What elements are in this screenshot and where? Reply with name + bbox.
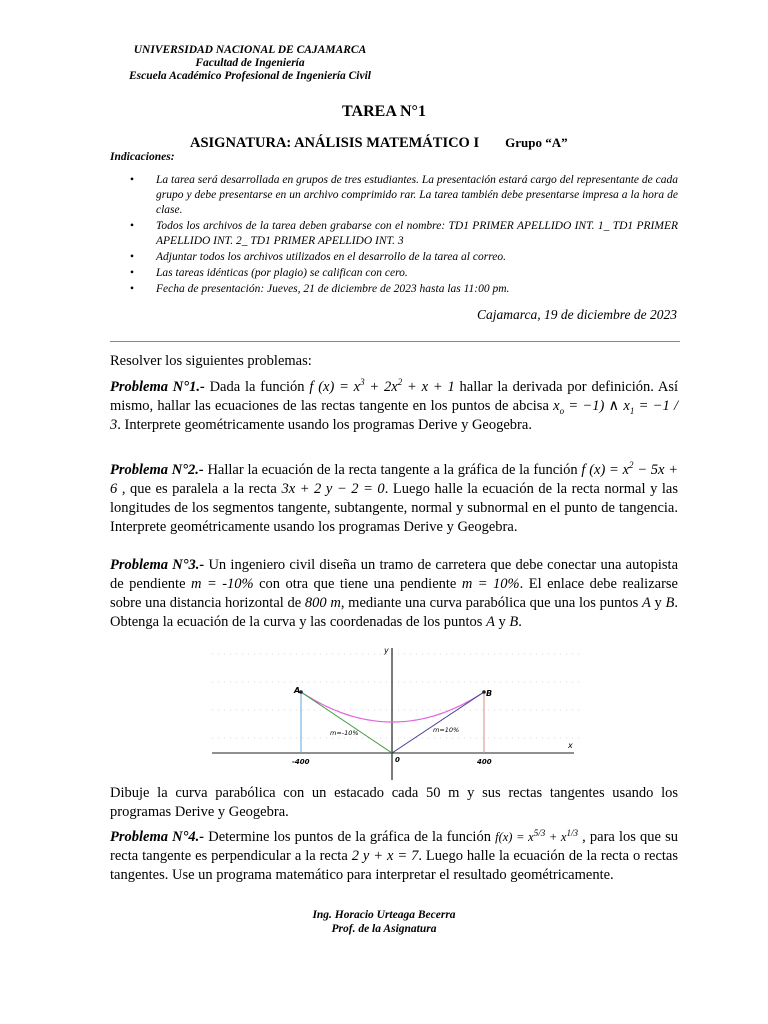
- faculty-name: Facultad de Ingeniería: [195, 57, 305, 69]
- list-item: • Adjuntar todos los archivos utilizados en el desarrollo de la tarea al correo.: [130, 251, 506, 263]
- university-name: UNIVERSIDAD NACIONAL DE CAJAMARCA: [133, 44, 367, 56]
- group-label: Grupo “A”: [505, 135, 568, 150]
- indications-label: Indicaciones:: [110, 151, 175, 163]
- tick-origin-label: 0: [395, 756, 400, 764]
- intro-text: Resolver los siguientes problemas:: [110, 353, 312, 369]
- indications-list: [130, 173, 678, 298]
- tangent-left: [301, 692, 392, 753]
- slope-left-label: m=-10%: [330, 729, 359, 737]
- problem-4: Problema N°4.- Determine los puntos de la gráfica de la función $f(x) = x^{5/3} + x^{1/3}$ , para los que su recta tangente es perpendicular a la recta 2 y + x = 7. Luego halle la ecuación de la recta o rectas tangentes. Use un programa matemático para interpretar el resultado geométricamente.: [110, 827, 679, 883]
- problem-3-label: Problema N°3.-: [110, 557, 205, 573]
- point-b-label: B: [486, 689, 493, 698]
- point-a-label: A: [294, 686, 301, 695]
- x-axis-label: x: [568, 741, 573, 750]
- list-item: • Fecha de presentación: Jueves, 21 de diciembre de 2023 hasta las 11:00 pm.: [130, 283, 510, 295]
- footer-signature: [0, 908, 768, 936]
- subject-name: ASIGNATURA: ANÁLISIS MATEMÁTICO I: [190, 135, 480, 151]
- tick-right-label: 400: [477, 758, 492, 766]
- slope-right-label: m=10%: [433, 726, 460, 734]
- header-block: [0, 44, 500, 83]
- problem-1-label: Problema N°1.-: [110, 379, 205, 395]
- problem-4-label: Problema N°4.-: [110, 829, 205, 845]
- date-line: Cajamarca, 19 de diciembre de 2023: [477, 307, 677, 322]
- professor-role: Prof. de la Asignatura: [331, 923, 437, 935]
- professor-name: Ing. Horacio Urteaga Becerra: [312, 909, 456, 921]
- problem-3-followup: Dibuje la curva parabólica con un estacado cada 50 m y sus rectas tangentes usando los programas Derive y Geogebra.: [110, 785, 678, 820]
- list-item: • La tarea será desarrollada en grupos de tres estudiantes. La presentación estará cargo del representante de cada grupo y debe presentarse en un archivo comprimido rar. La tarea también debe presentarse impresa a la hora de clase.: [130, 174, 678, 216]
- tangent-right: [392, 692, 484, 753]
- school-name: Escuela Académico Profesional de Ingeniería Civil: [128, 70, 372, 82]
- function-4: $f(x) = x^{5/3} + x^{1/3}$: [495, 827, 578, 844]
- bullet-icon: •: [130, 251, 135, 263]
- tick-left-label: -400: [292, 758, 310, 766]
- subject-line: [190, 134, 568, 152]
- bullet-icon: •: [130, 267, 135, 279]
- y-axis-label: y: [384, 646, 389, 655]
- bullet-icon: •: [130, 174, 135, 186]
- problem-2: Problema N°2.- Hallar la ecuación de la recta tangente a la gráfica de la función f $(x) = x^2 - 5x + 6$ , que es paralela a la recta 3x + 2 y − 2 = 0. Luego halle la ecuación de la recta normal y las longitudes de los segmentos tangente, subtangente, normal y subnormal en el punto de tangencia. Interprete geométricamente usando los programas Derive y Geogebra.: [110, 460, 679, 535]
- problem-3: Problema N°3.- Un ingeniero civil diseña un tramo de carretera que debe conectar una autopista de pendiente m = -10% con otra que tiene una pendiente m = 10%. El enlace debe realizarse sobre una distancia horizontal de 800 m, mediante una curva parabólica que una los puntos A y B. Obtenga la ecuación de la curva y las coordenadas de los puntos A y B.: [110, 557, 679, 630]
- parabolic-curve-diagram: [212, 644, 582, 780]
- bullet-icon: •: [130, 283, 135, 295]
- list-item: • Las tareas idénticas (por plagio) se califican con cero.: [130, 267, 408, 279]
- page-title: TAREA N°1: [342, 103, 426, 120]
- problem-2-label: Problema N°2.-: [110, 462, 204, 478]
- list-item: • Todos los archivos de la tarea deben grabarse con el nombre: TD1 PRIMER APELLIDO INT. 1_ TD1 PRIMER APELLIDO INT. 2_ TD1 PRIMER APELLIDO INT. 3: [130, 220, 678, 247]
- problem-1: Problema N°1.- Dada la función f $(x) = x^3 + 2x^2 + x + 1$ hallar la derivada por definición. Así mismo, hallar las ecuaciones de las rectas tangente en los puntos de abcisa $x_o = -1$) ∧ $x_1 = -1 / 3$. Interprete geométricamente usando los programas Derive y Geogebra.: [110, 377, 679, 433]
- divider: [110, 341, 680, 342]
- function-2: f $(x) = x^2 - 5x + 6$: [110, 460, 679, 497]
- function-1: f $(x) = x^3 + 2x^2 + x + 1$: [309, 377, 455, 395]
- bullet-icon: •: [130, 220, 135, 232]
